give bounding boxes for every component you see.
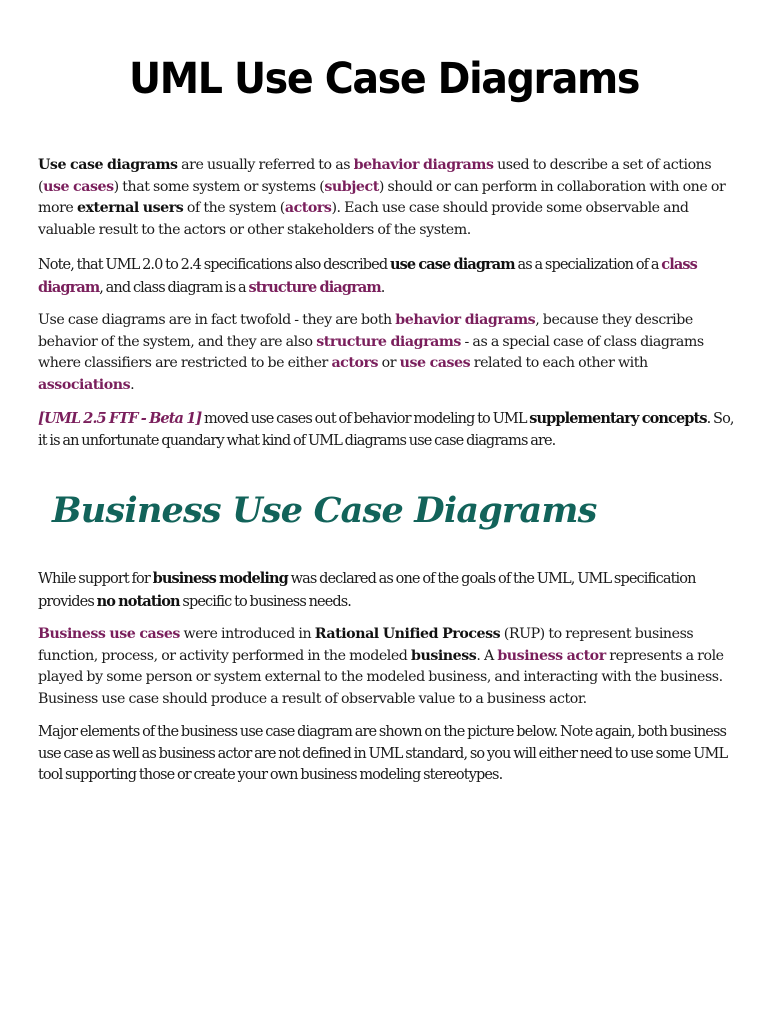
text-run: Use case diagrams are in fact twofold - they are both [38,312,396,328]
text-run: - as a special case of class diagrams where classifiers are restricted to be either [38,333,704,371]
text-run: related to each other with [470,355,648,371]
link-term[interactable]: actors [331,355,379,371]
link-term[interactable]: class diagram [38,256,697,296]
link-term[interactable]: use cases [43,178,114,195]
link-term[interactable]: structure diagrams [316,333,461,350]
link-term[interactable]: subject [324,178,379,195]
bold-term: Use case diagrams [38,157,178,173]
bold-term: use case diagram [389,256,515,273]
text-run: ) should or can perform in collaboration with one or more [38,178,726,216]
section-title-business: Business Use Case Diagrams [52,490,597,531]
paragraph-business-use-cases [38,624,738,710]
link-term[interactable]: actors [284,200,332,216]
text-run: represents a role played by some person or system external to the modeled business, and interacting with the business. Business use case should produce a result of observable value to a business actor. [38,647,724,707]
text-run: While support for [38,571,153,587]
paragraph-intro [38,155,738,241]
link-term[interactable]: [UML 2.5 FTF - Beta 1] [38,410,202,427]
bold-term: Rational Unified Process [314,626,501,642]
bold-term: external users [76,200,184,216]
link-term[interactable]: structure diagram [248,278,381,296]
bold-term: business [411,647,477,664]
link-term[interactable]: Business use cases [38,626,180,642]
link-term[interactable]: business actor [497,647,606,664]
text-run: (RUP) to represent business function, process, or activity performed in the modeled [38,626,694,664]
text-run: ). Each use case should provide some observable and valuable result to the actors or other stakeholders of the system. [38,200,689,238]
text-run: . [380,279,385,296]
text-run: or [378,355,400,371]
text-run: . [130,376,135,393]
bold-term: supplementary concepts [529,410,707,427]
text-run: of the system ( [183,200,285,216]
text-run: were introduced in [179,626,315,642]
text-run: was declared as one of the goals of the UML, UML specification provides [38,571,696,610]
bold-term: business modeling [152,570,288,587]
paragraph-major-elements [38,722,738,787]
bold-term: no notation [96,592,180,610]
text-run: . So, it is an unfortunate quandary what kind of UML diagrams use case diagrams are. [38,411,734,449]
paragraph-uml25 [38,408,738,452]
link-term[interactable]: associations [38,376,131,393]
text-run: as a specialization of a [514,257,662,273]
link-term[interactable]: behavior diagrams [353,157,494,173]
link-term[interactable]: use cases [399,355,471,371]
text-run: Major elements of the business use case diagram are shown on the picture below. Note again, both business use case as well as business actor are not defined in UML standard, so you will either need to use some UML tool supporting those or create your own business modeling stereotypes. [38,724,728,783]
paragraph-business-modeling [38,568,738,613]
text-run: . A [476,647,498,664]
paragraph-twofold [38,310,738,396]
text-run: Note, that UML 2.0 to 2.4 specifications also described [38,257,390,273]
text-run: used to describe a set of actions ( [38,157,712,195]
link-term[interactable]: behavior diagrams [395,312,536,328]
page-title: UML Use Case Diagrams [128,54,640,104]
text-run: , because they describe behavior of the system, and they are also [38,312,693,350]
paragraph-note-uml-versions [38,254,738,299]
text-run: , and class diagram is a [99,279,249,296]
text-run: are usually referred to as [177,157,354,173]
text-run: specific to business needs. [179,593,352,610]
text-run: ) that some system or systems ( [113,178,325,195]
text-run: moved use cases out of behavior modeling to UML [201,411,530,427]
